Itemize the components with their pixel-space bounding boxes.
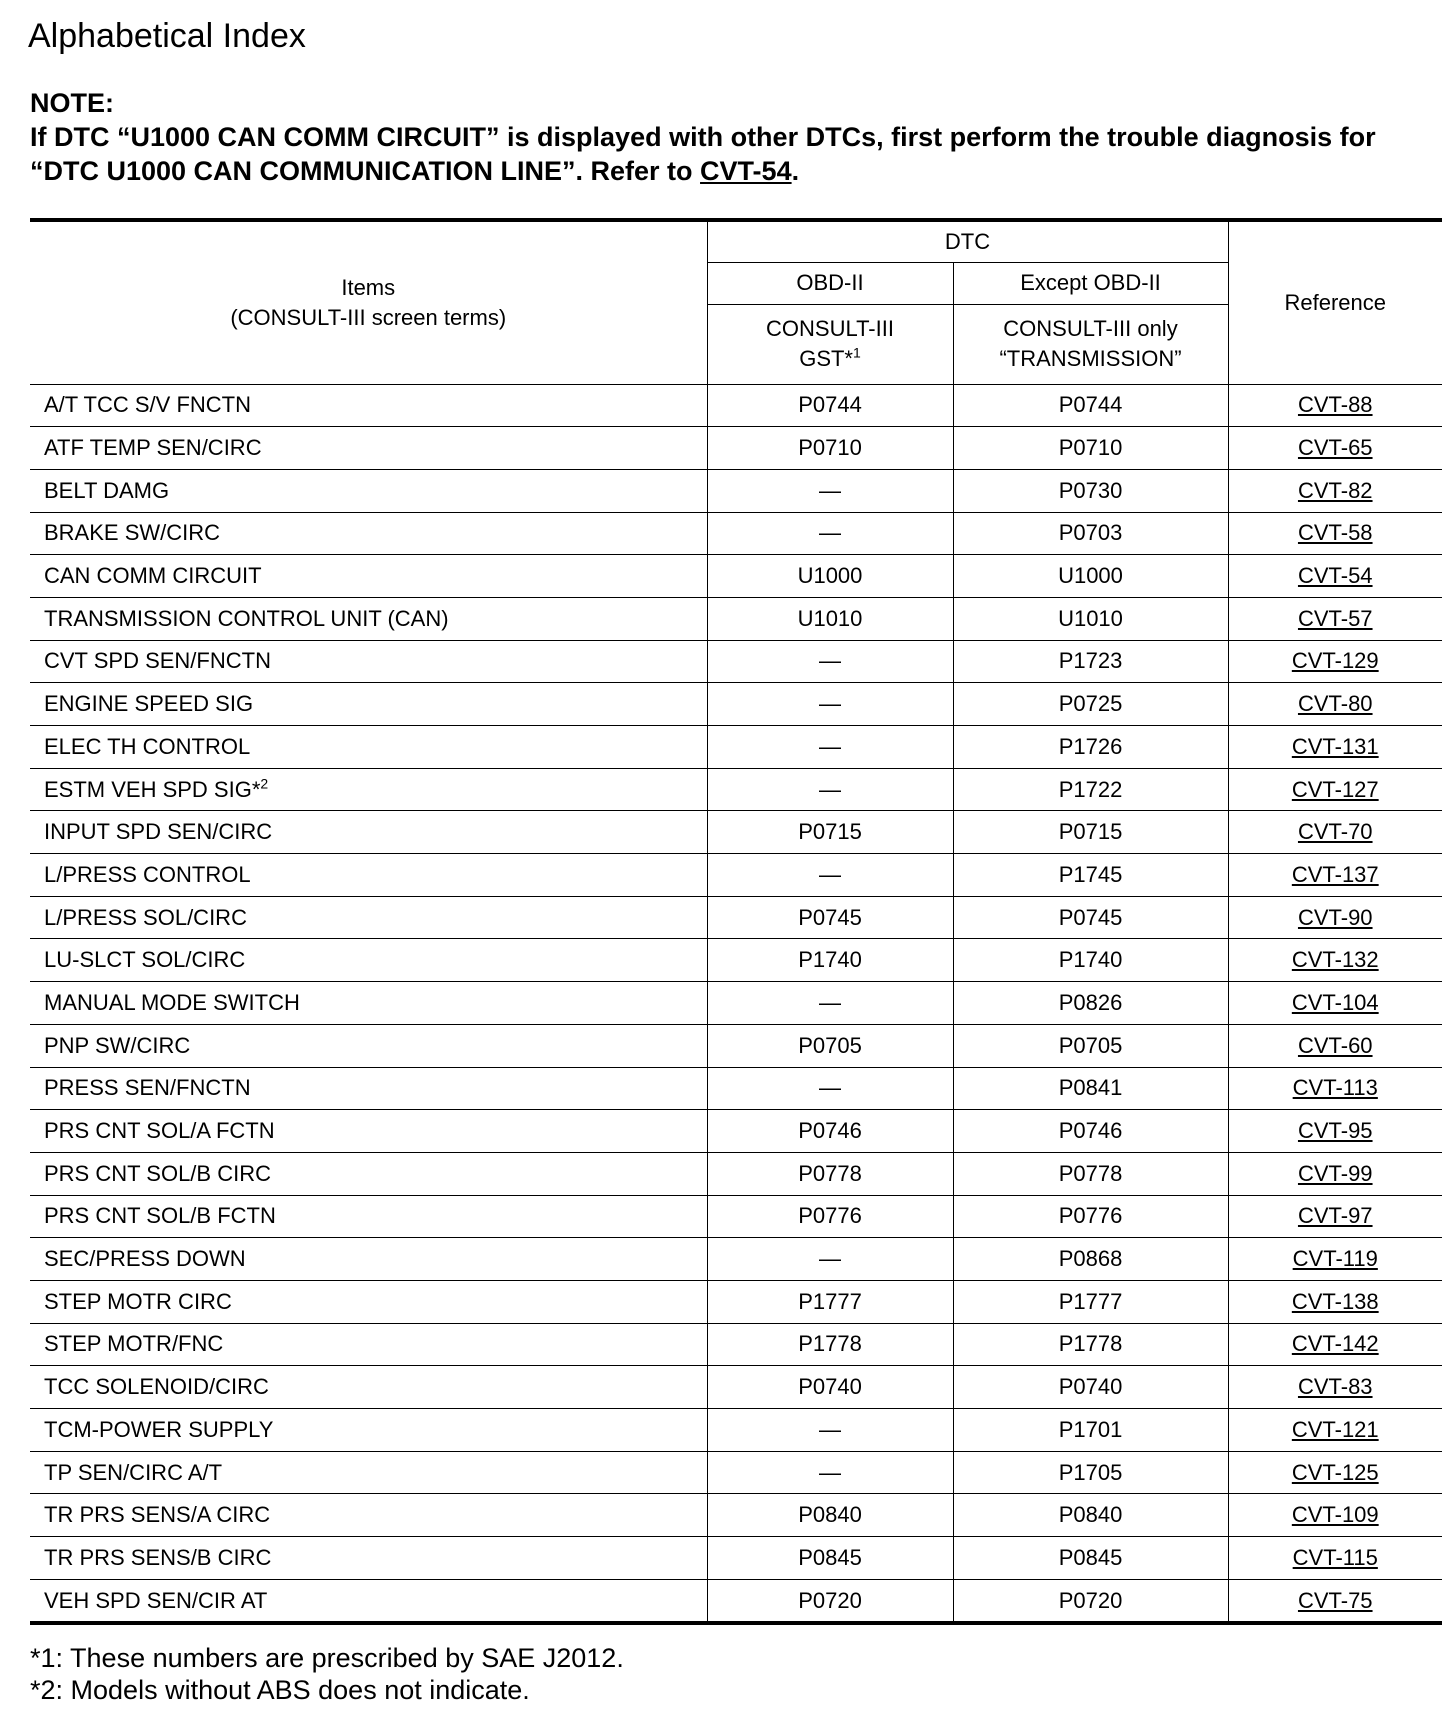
reference-link[interactable]: CVT-97 <box>1297 1203 1373 1229</box>
table-row <box>30 1024 1442 1067</box>
item-cell <box>30 597 707 640</box>
reference-link[interactable]: CVT-113 <box>1292 1075 1378 1101</box>
reference-cell <box>1228 726 1442 769</box>
obd-dtc-cell: — <box>707 982 953 1025</box>
item-name: BELT DAMG <box>44 477 170 503</box>
reference-link[interactable]: CVT-119 <box>1292 1246 1378 1272</box>
reference-cell <box>1228 939 1442 982</box>
reference-cell <box>1228 384 1442 427</box>
page-title: Alphabetical Index <box>28 17 306 55</box>
reference-link[interactable]: CVT-132 <box>1291 947 1379 973</box>
table-row <box>30 1494 1442 1537</box>
item-cell <box>30 384 707 427</box>
header-dtc: DTC <box>707 220 1228 262</box>
item-cell <box>30 1110 707 1153</box>
reference-link[interactable]: CVT-80 <box>1297 691 1373 717</box>
except-obd-dtc-cell: P0840 <box>953 1494 1228 1537</box>
reference-link[interactable]: CVT-125 <box>1291 1459 1379 1485</box>
obd-dtc-cell: — <box>707 1238 953 1281</box>
except-obd-dtc-cell: P0725 <box>953 683 1228 726</box>
item-name: L/PRESS CONTROL <box>44 861 251 887</box>
item-name: TCC SOLENOID/CIRC <box>44 1374 269 1400</box>
except-obd-dtc-cell: P0710 <box>953 427 1228 470</box>
obd-dtc-cell: — <box>707 768 953 811</box>
reference-link[interactable]: CVT-129 <box>1291 648 1379 674</box>
reference-cell <box>1228 1280 1442 1323</box>
obd-dtc-cell: — <box>707 640 953 683</box>
except-obd-dtc-cell: P0746 <box>953 1110 1228 1153</box>
except-obd-dtc-cell: P1777 <box>953 1280 1228 1323</box>
note-text-end: . <box>791 156 800 186</box>
reference-cell <box>1228 1238 1442 1281</box>
obd-dtc-cell: U1000 <box>707 555 953 598</box>
table-row <box>30 854 1442 897</box>
item-name: LU-SLCT SOL/CIRC <box>44 947 246 973</box>
reference-cell <box>1228 1409 1442 1452</box>
reference-link[interactable]: CVT-65 <box>1297 435 1373 461</box>
obd-dtc-cell: P0720 <box>707 1579 953 1623</box>
reference-cell <box>1228 1195 1442 1238</box>
table-row <box>30 427 1442 470</box>
header-except-obd: Except OBD-II <box>953 262 1228 304</box>
reference-cell <box>1228 811 1442 854</box>
except-obd-dtc-cell: P1723 <box>953 640 1228 683</box>
obd-dtc-cell: P0745 <box>707 896 953 939</box>
item-cell <box>30 683 707 726</box>
reference-link[interactable]: CVT-121 <box>1291 1416 1379 1442</box>
except-obd-dtc-cell: P1722 <box>953 768 1228 811</box>
obd-dtc-cell: — <box>707 726 953 769</box>
reference-link[interactable]: CVT-57 <box>1297 605 1373 631</box>
reference-link[interactable]: CVT-137 <box>1291 861 1379 887</box>
item-cell <box>30 854 707 897</box>
item-cell <box>30 1494 707 1537</box>
note-text-main: If DTC “U1000 CAN COMM CIRCUIT” is displayed with other DTCs, first perform the trouble diagnosis for “DTC U1000 CAN COMMUNICATION LINE”. Refer to <box>30 122 1376 186</box>
table-row <box>30 1451 1442 1494</box>
table-row <box>30 512 1442 555</box>
reference-link[interactable]: CVT-142 <box>1291 1331 1379 1357</box>
item-name: ENGINE SPEED SIG <box>44 691 254 717</box>
item-name: PNP SW/CIRC <box>44 1032 191 1058</box>
except-obd-dtc-cell: P1740 <box>953 939 1228 982</box>
reference-link[interactable]: CVT-90 <box>1297 904 1373 930</box>
obd-dtc-cell: P0746 <box>707 1110 953 1153</box>
footnotes <box>30 1642 624 1706</box>
item-name: CVT SPD SEN/FNCTN <box>44 648 271 674</box>
header-consult-only-line2: “TRANSMISSION” <box>999 346 1182 371</box>
table-row <box>30 726 1442 769</box>
obd-dtc-cell: — <box>707 1409 953 1452</box>
reference-link[interactable]: CVT-127 <box>1291 776 1379 802</box>
except-obd-dtc-cell: P0778 <box>953 1152 1228 1195</box>
reference-cell <box>1228 469 1442 512</box>
reference-cell <box>1228 1323 1442 1366</box>
header-consult-gst-text: GST* <box>799 346 853 371</box>
footnote-2: *2: Models without ABS does not indicate. <box>30 1675 530 1705</box>
obd-dtc-cell: P0740 <box>707 1366 953 1409</box>
reference-cell <box>1228 1152 1442 1195</box>
obd-dtc-cell: P1778 <box>707 1323 953 1366</box>
obd-dtc-cell: P1740 <box>707 939 953 982</box>
item-cell <box>30 1366 707 1409</box>
item-name: STEP MOTR/FNC <box>44 1331 224 1357</box>
item-name: INPUT SPD SEN/CIRC <box>44 819 273 845</box>
except-obd-dtc-cell: P0720 <box>953 1579 1228 1623</box>
obd-dtc-cell: P0778 <box>707 1152 953 1195</box>
reference-link[interactable]: CVT-115 <box>1292 1544 1378 1570</box>
except-obd-dtc-cell: P0703 <box>953 512 1228 555</box>
item-cell <box>30 1195 707 1238</box>
obd-dtc-cell: — <box>707 1451 953 1494</box>
except-obd-dtc-cell: P1705 <box>953 1451 1228 1494</box>
header-items-label: Items <box>341 274 396 300</box>
item-cell <box>30 469 707 512</box>
header-reference: Reference <box>1228 220 1442 384</box>
item-name: ELEC TH CONTROL <box>44 733 251 759</box>
item-cell <box>30 726 707 769</box>
reference-link[interactable]: CVT-82 <box>1297 477 1373 503</box>
reference-link[interactable]: CVT-75 <box>1297 1587 1373 1613</box>
item-name: A/T TCC S/V FNCTN <box>44 392 251 418</box>
reference-link[interactable]: CVT-70 <box>1297 819 1373 845</box>
obd-dtc-cell: U1010 <box>707 597 953 640</box>
table-row <box>30 939 1442 982</box>
table-row <box>30 1195 1442 1238</box>
reference-link[interactable]: CVT-138 <box>1291 1288 1379 1314</box>
reference-cell <box>1228 512 1442 555</box>
obd-dtc-cell: P0705 <box>707 1024 953 1067</box>
header-consult-gst <box>707 304 953 384</box>
dtc-index-table <box>30 218 1442 1625</box>
reference-cell <box>1228 1067 1442 1110</box>
table-row <box>30 597 1442 640</box>
table-body <box>30 384 1442 1623</box>
item-cell <box>30 1323 707 1366</box>
item-cell <box>30 939 707 982</box>
item-name: CAN COMM CIRCUIT <box>44 563 262 589</box>
item-cell <box>30 1409 707 1452</box>
item-name: ATF TEMP SEN/CIRC <box>44 435 262 461</box>
except-obd-dtc-cell: P0826 <box>953 982 1228 1025</box>
item-name: SEC/PRESS DOWN <box>44 1246 246 1272</box>
obd-dtc-cell: P0744 <box>707 384 953 427</box>
table-row <box>30 555 1442 598</box>
header-consult-gst-line1: CONSULT-III <box>766 316 894 341</box>
note-label: NOTE: <box>30 88 114 118</box>
except-obd-dtc-cell: P0845 <box>953 1537 1228 1580</box>
table-row <box>30 768 1442 811</box>
except-obd-dtc-cell: U1000 <box>953 555 1228 598</box>
obd-dtc-cell: P0840 <box>707 1494 953 1537</box>
except-obd-dtc-cell: P1726 <box>953 726 1228 769</box>
table-row <box>30 1537 1442 1580</box>
except-obd-dtc-cell: P0740 <box>953 1366 1228 1409</box>
item-name: PRS CNT SOL/A FCTN <box>44 1118 275 1144</box>
except-obd-dtc-cell: P0715 <box>953 811 1228 854</box>
table-row <box>30 1366 1442 1409</box>
except-obd-dtc-cell: P1745 <box>953 854 1228 897</box>
item-name: BRAKE SW/CIRC <box>44 520 221 546</box>
reference-cell <box>1228 1494 1442 1537</box>
item-name: VEH SPD SEN/CIR AT <box>44 1587 268 1613</box>
note-block <box>30 86 1450 188</box>
except-obd-dtc-cell: P0745 <box>953 896 1228 939</box>
obd-dtc-cell: — <box>707 512 953 555</box>
reference-cell <box>1228 683 1442 726</box>
item-name: TP SEN/CIRC A/T <box>44 1459 223 1485</box>
reference-link[interactable]: CVT-109 <box>1291 1502 1379 1528</box>
item-name: ESTM VEH SPD SIG* <box>44 776 261 802</box>
item-name: TRANSMISSION CONTROL UNIT (CAN) <box>44 605 449 631</box>
reference-link[interactable]: CVT-99 <box>1297 1160 1373 1186</box>
obd-dtc-cell: P0845 <box>707 1537 953 1580</box>
reference-link[interactable]: CVT-54 <box>1297 563 1373 589</box>
table-row <box>30 1110 1442 1153</box>
item-name: PRS CNT SOL/B FCTN <box>44 1203 276 1229</box>
reference-link[interactable]: CVT-104 <box>1291 989 1379 1015</box>
item-cell <box>30 768 707 811</box>
except-obd-dtc-cell: P0841 <box>953 1067 1228 1110</box>
item-name: TR PRS SENS/B CIRC <box>44 1544 272 1570</box>
reference-link[interactable]: CVT-95 <box>1297 1118 1373 1144</box>
table-row <box>30 896 1442 939</box>
reference-cell <box>1228 982 1442 1025</box>
reference-cell <box>1228 427 1442 470</box>
footnote-marker: 2 <box>260 775 269 792</box>
item-cell <box>30 982 707 1025</box>
except-obd-dtc-cell: P0776 <box>953 1195 1228 1238</box>
item-cell <box>30 1152 707 1195</box>
item-cell <box>30 512 707 555</box>
table-row <box>30 384 1442 427</box>
table-row <box>30 1280 1442 1323</box>
table-row <box>30 1579 1442 1623</box>
table-row <box>30 1152 1442 1195</box>
except-obd-dtc-cell: P1701 <box>953 1409 1228 1452</box>
except-obd-dtc-cell: P0868 <box>953 1238 1228 1281</box>
except-obd-dtc-cell: P0730 <box>953 469 1228 512</box>
header-items <box>30 220 707 384</box>
item-cell <box>30 1537 707 1580</box>
reference-link[interactable]: CVT-88 <box>1297 392 1373 418</box>
item-name: STEP MOTR CIRC <box>44 1288 232 1314</box>
item-cell <box>30 427 707 470</box>
obd-dtc-cell: P1777 <box>707 1280 953 1323</box>
table-row <box>30 982 1442 1025</box>
table-row <box>30 811 1442 854</box>
table-row <box>30 1238 1442 1281</box>
header-obd: OBD-II <box>707 262 953 304</box>
item-cell <box>30 1024 707 1067</box>
obd-dtc-cell: P0776 <box>707 1195 953 1238</box>
reference-cell <box>1228 1110 1442 1153</box>
reference-cell <box>1228 1024 1442 1067</box>
except-obd-dtc-cell: P0705 <box>953 1024 1228 1067</box>
note-text <box>30 120 1450 188</box>
note-reference-link[interactable]: CVT-54 <box>700 156 792 186</box>
obd-dtc-cell: — <box>707 469 953 512</box>
item-name: PRESS SEN/FNCTN <box>44 1075 251 1101</box>
obd-dtc-cell: — <box>707 683 953 726</box>
header-consult-gst-line2 <box>708 344 953 374</box>
except-obd-dtc-cell: P1778 <box>953 1323 1228 1366</box>
header-consult-only <box>953 304 1228 384</box>
table-row <box>30 683 1442 726</box>
reference-cell <box>1228 555 1442 598</box>
reference-link[interactable]: CVT-131 <box>1291 733 1379 759</box>
except-obd-dtc-cell: U1010 <box>953 597 1228 640</box>
header-consult-only-line1: CONSULT-III only <box>1003 316 1178 341</box>
obd-dtc-cell: — <box>707 1067 953 1110</box>
reference-cell <box>1228 597 1442 640</box>
reference-cell <box>1228 640 1442 683</box>
reference-cell <box>1228 896 1442 939</box>
reference-cell <box>1228 1579 1442 1623</box>
obd-dtc-cell: P0715 <box>707 811 953 854</box>
reference-link[interactable]: CVT-60 <box>1297 1032 1373 1058</box>
item-name: TCM-POWER SUPPLY <box>44 1416 274 1442</box>
footnote-1: *1: These numbers are prescribed by SAE J2012. <box>30 1643 624 1673</box>
reference-cell <box>1228 854 1442 897</box>
item-cell <box>30 1067 707 1110</box>
obd-dtc-cell: P0710 <box>707 427 953 470</box>
item-cell <box>30 1451 707 1494</box>
item-cell <box>30 811 707 854</box>
item-cell <box>30 640 707 683</box>
item-name: MANUAL MODE SWITCH <box>44 989 300 1015</box>
item-name: TR PRS SENS/A CIRC <box>44 1502 271 1528</box>
item-cell <box>30 1280 707 1323</box>
item-cell <box>30 1238 707 1281</box>
item-cell <box>30 1579 707 1623</box>
table-row <box>30 1067 1442 1110</box>
reference-cell <box>1228 768 1442 811</box>
reference-cell <box>1228 1451 1442 1494</box>
item-name: PRS CNT SOL/B CIRC <box>44 1160 271 1186</box>
reference-link[interactable]: CVT-58 <box>1297 520 1373 546</box>
header-items-sub: (CONSULT-III screen terms) <box>230 304 507 330</box>
item-cell <box>30 555 707 598</box>
table-row <box>30 1409 1442 1452</box>
reference-link[interactable]: CVT-83 <box>1297 1374 1373 1400</box>
reference-cell <box>1228 1537 1442 1580</box>
except-obd-dtc-cell: P0744 <box>953 384 1228 427</box>
obd-dtc-cell: — <box>707 854 953 897</box>
table-row <box>30 469 1442 512</box>
table-row <box>30 1323 1442 1366</box>
item-cell <box>30 896 707 939</box>
table-row <box>30 640 1442 683</box>
footnote-marker: 1 <box>853 344 861 361</box>
item-name: L/PRESS SOL/CIRC <box>44 904 247 930</box>
reference-cell <box>1228 1366 1442 1409</box>
